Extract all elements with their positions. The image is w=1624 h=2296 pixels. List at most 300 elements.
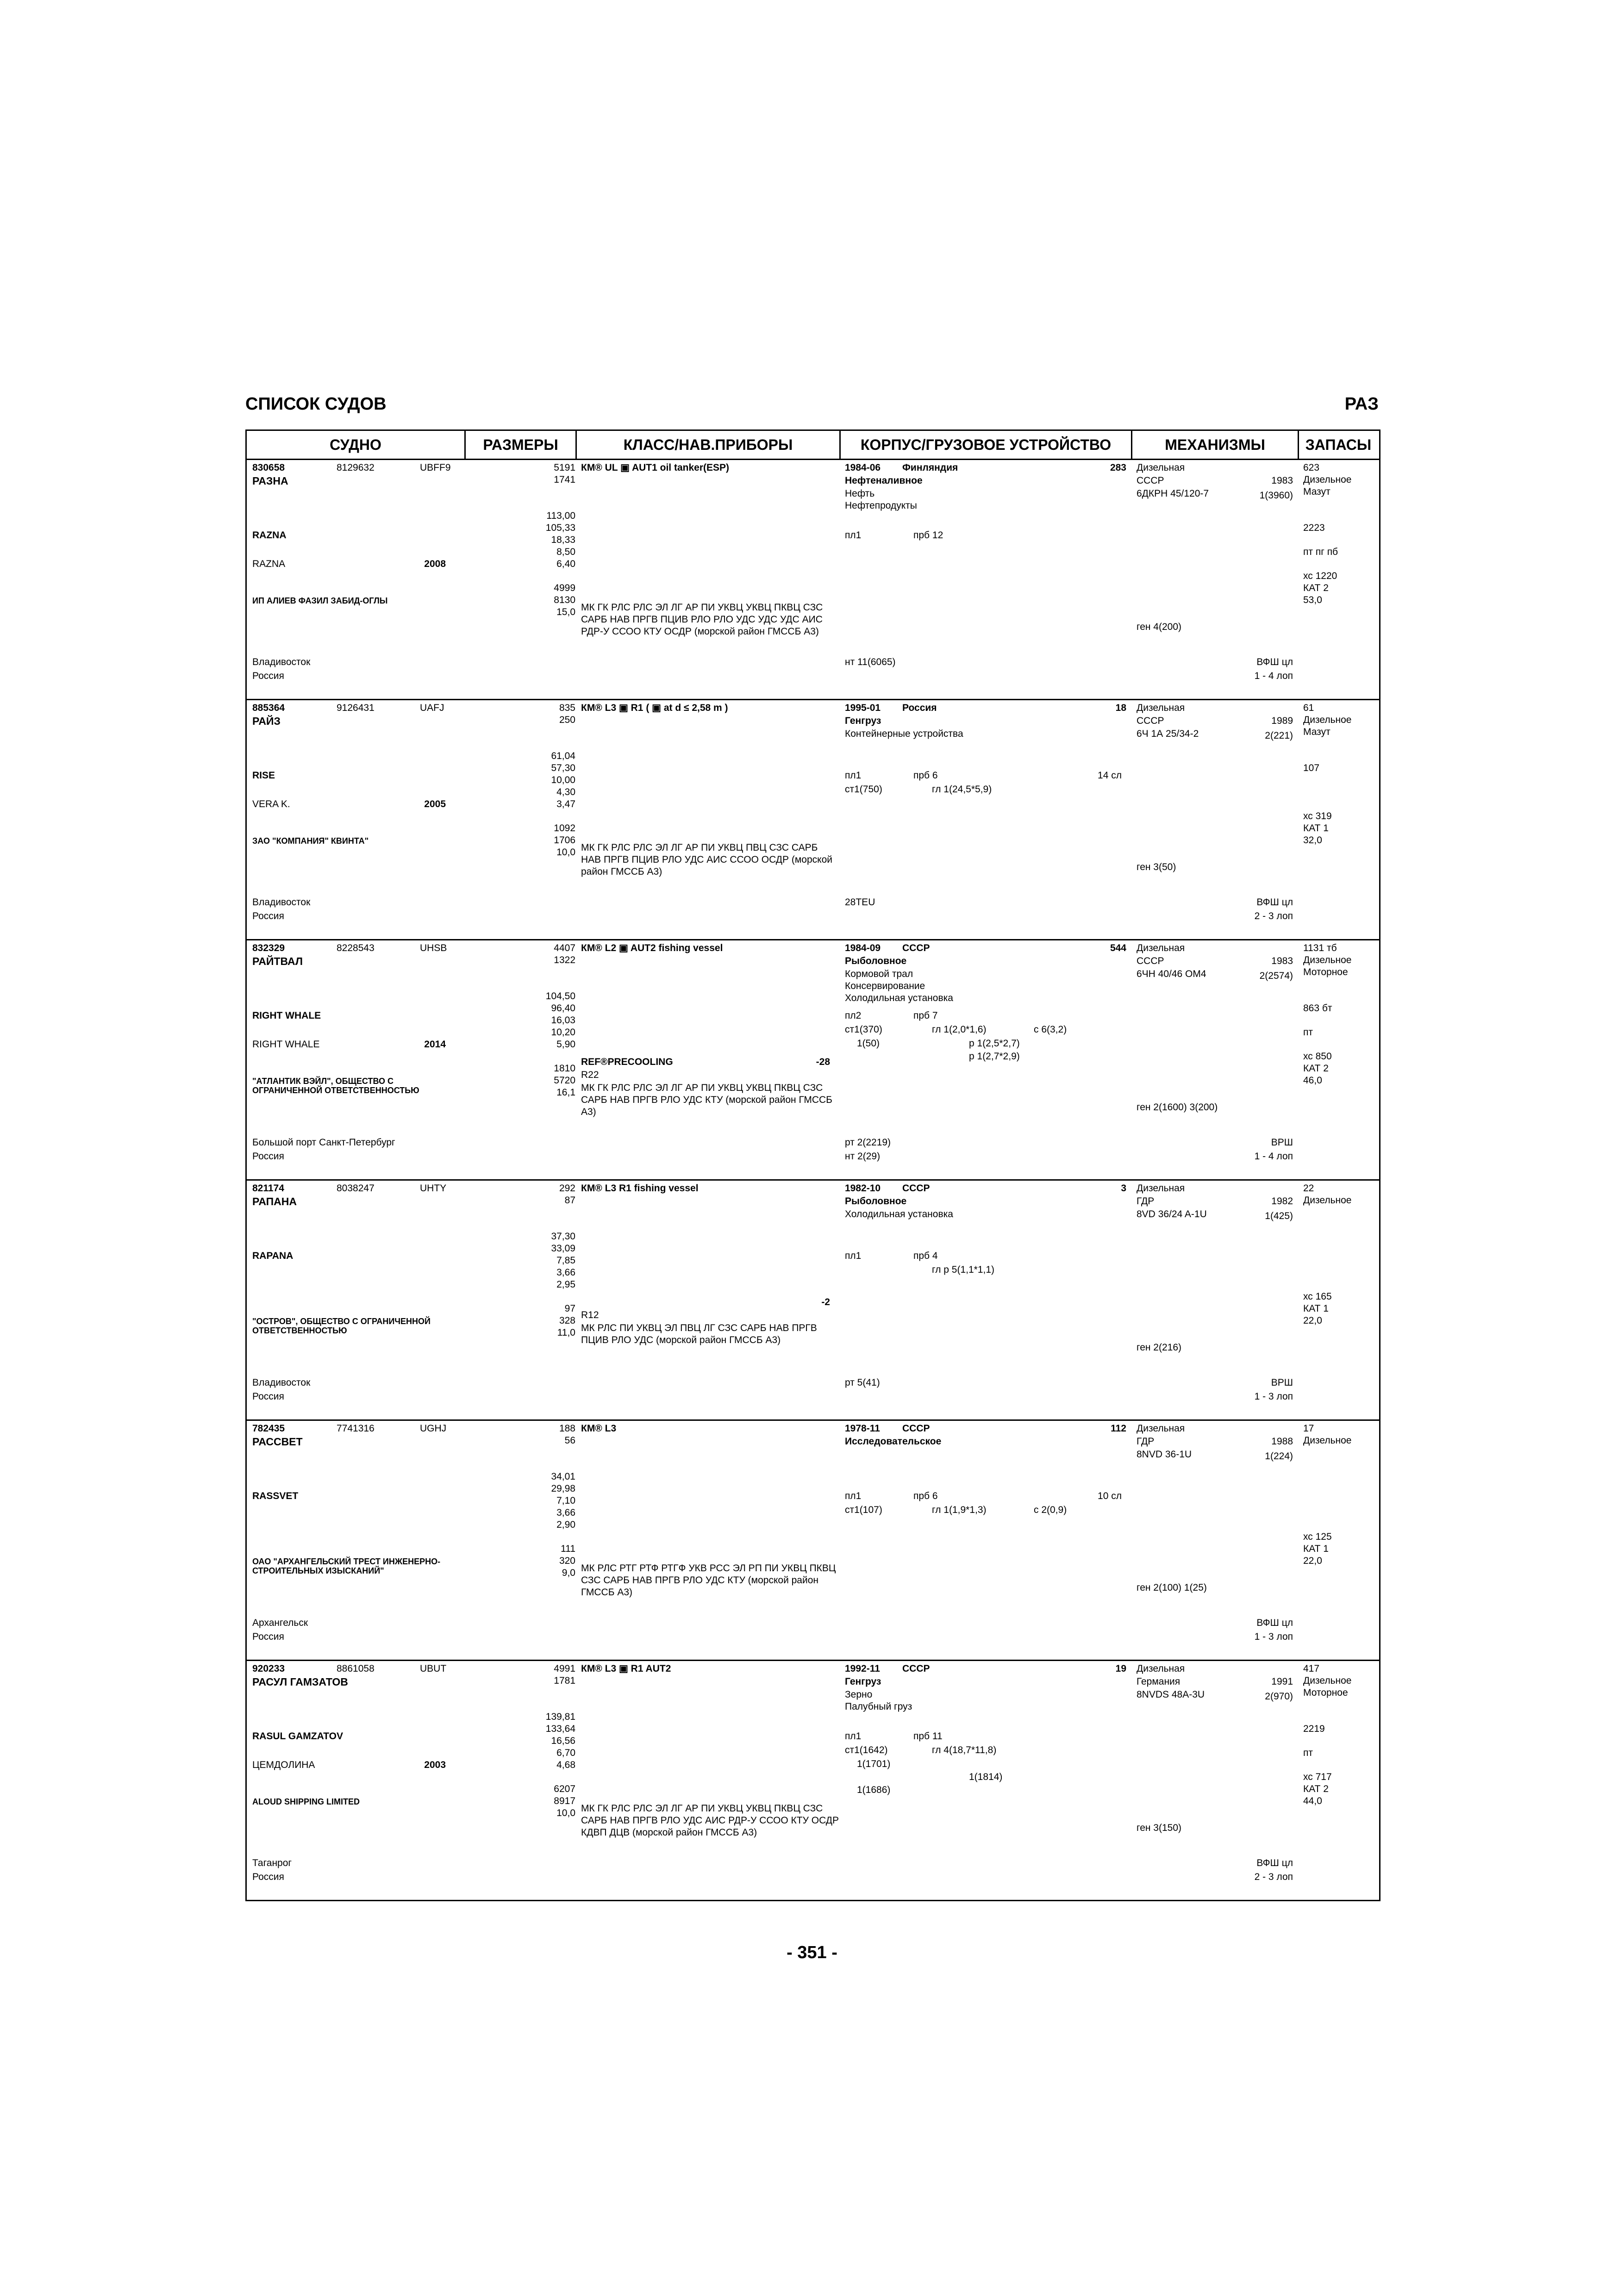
- dimensions-values: [506, 942, 575, 1099]
- dimensions-values-line: 61,04: [551, 751, 575, 761]
- dimensions-values-line: 2,90: [556, 1519, 575, 1530]
- hull-number: 544: [1110, 943, 1126, 953]
- stores-values-line: хс 1220: [1303, 571, 1337, 581]
- dimensions-values-line: 87: [564, 1195, 575, 1206]
- stores-values-line: КАТ 2: [1303, 1784, 1329, 1794]
- stores-values-line: 1131 тб: [1303, 943, 1337, 953]
- owner: ЗАО "КОМПАНИЯ" КВИНТА": [252, 836, 369, 846]
- vessel-name-latin: RAPANA: [252, 1251, 294, 1261]
- registry-number: 885364: [252, 703, 285, 713]
- builder-country: СССР: [902, 1663, 930, 1674]
- home-port: Владивосток: [252, 657, 311, 667]
- class-extra-2: -2: [821, 1297, 830, 1307]
- navigation-equipment: МК ГК РЛС РЛС ЭЛ ЛГ АР ПИ УКВЦ УКВЦ ПКВЦ СЗС САРБ НАВ ПРГВ РЛО УДС КТУ (морской район ГМССБ А3): [581, 1083, 832, 1117]
- dimensions-values-line: 105,33: [545, 523, 575, 533]
- dimensions-values-line: 2,95: [556, 1279, 575, 1290]
- deck-line-2c: с 6(3,2): [1034, 1024, 1067, 1035]
- dimensions-values: [506, 1423, 575, 1579]
- class-notation: КМ® L3 ▣ R1 AUT2: [581, 1663, 671, 1674]
- dimensions-values-line: 33,09: [551, 1243, 575, 1254]
- vessel-name: РАСУЛ ГАМЗАТОВ: [252, 1676, 348, 1688]
- imo-number: 8038247: [337, 1183, 375, 1194]
- machinery-year: 1982: [1271, 1196, 1293, 1207]
- dimensions-values: [506, 702, 575, 859]
- stores-values-line: [1303, 534, 1351, 546]
- stores-values-line: [1303, 1279, 1351, 1291]
- survey-period: 2 - 3 лоп: [1254, 911, 1293, 921]
- deck-line-1: пл1: [845, 1491, 862, 1501]
- stores-values-line: КАТ 1: [1303, 823, 1329, 834]
- home-port: Владивосток: [252, 897, 311, 908]
- stores-values-line: 2219: [1303, 1724, 1325, 1734]
- registry-number: 821174: [252, 1183, 284, 1194]
- deck-line-2c: с 2(0,9): [1034, 1505, 1067, 1515]
- dimensions-values-line: 6207: [554, 1784, 575, 1794]
- machinery-type: Дизельная: [1137, 1183, 1185, 1194]
- dimensions-values-line: 4999: [554, 583, 575, 593]
- dimensions-values-line: 3,47: [556, 799, 575, 809]
- generators: ген 3(50): [1137, 862, 1176, 872]
- stores-values-line: [1303, 1699, 1351, 1711]
- column-header-dimensions: РАЗМЕРЫ: [483, 436, 558, 453]
- stores-values-line: [1303, 1735, 1351, 1747]
- dimensions-values-line: 104,50: [545, 991, 575, 1002]
- deck-line-1: пл1: [845, 770, 862, 781]
- dimensions-values-line: [506, 738, 575, 750]
- vessel-name-latin: RAZNA: [252, 530, 287, 541]
- build-date: 1984-06: [845, 462, 881, 473]
- stores-values-line: [1303, 1471, 1351, 1483]
- hull-type: Рыболовное: [845, 1196, 907, 1207]
- deck-line-1b: прб 7: [913, 1010, 938, 1021]
- flag-country: Россия: [252, 1391, 284, 1402]
- stores-values-line: 44,0: [1303, 1796, 1322, 1806]
- stores-values-line: хс 165: [1303, 1291, 1332, 1302]
- stores-values-line: [1303, 990, 1351, 1002]
- stores-values-line: 22: [1303, 1183, 1314, 1194]
- main-engine: 8VD 36/24 A-1U: [1137, 1209, 1207, 1220]
- build-date: 1984-09: [845, 943, 881, 953]
- dimensions-values: [506, 1182, 575, 1339]
- stores-values: [1303, 1423, 1351, 1567]
- navigation-equipment: МК ГК РЛС РЛС ЭЛ ЛГ АР ПИ УКВЦ УКВЦ ПКВЦ СЗС САРБ НАВ ПРГВ ПЦИВ РЛО РЛО УДС УДС УДС АИС РДР-У ССОО КТУ ОСДР (морской район ГМССБ А3): [581, 602, 823, 637]
- class-notation: КМ® L3 R1 fishing vessel: [581, 1183, 699, 1194]
- ship-record: [247, 1661, 1379, 1900]
- dimensions-values-line: 250: [559, 715, 575, 725]
- owner: ALOUD SHIPPING LIMITED: [252, 1797, 360, 1806]
- survey-period: 1 - 3 лоп: [1254, 1391, 1293, 1402]
- main-engine: 6ДКРН 45/120-7: [1137, 488, 1209, 499]
- machinery-year: 1983: [1271, 956, 1293, 966]
- stores-values-line: [1303, 1267, 1351, 1279]
- hull-bottom-line: рт 5(41): [845, 1377, 880, 1388]
- dimensions-values-line: 835: [559, 703, 575, 713]
- hull-bottom-line: 28TEU: [845, 897, 875, 908]
- flag-country: Россия: [252, 671, 284, 681]
- dimensions-values-line: [506, 1291, 575, 1303]
- deck-line-1b: прб 11: [913, 1731, 943, 1742]
- builder-country: СССР: [902, 943, 930, 953]
- call-sign: UBUT: [420, 1663, 447, 1674]
- stores-values: [1303, 1182, 1351, 1327]
- stores-values-line: [1303, 1519, 1351, 1531]
- main-engine: 6ЧН 40/46 ОМ4: [1137, 969, 1206, 979]
- deck-line-5: 1(1686): [857, 1785, 891, 1795]
- dimensions-values-line: 10,00: [551, 775, 575, 785]
- stores-values-line: [1303, 1759, 1351, 1771]
- call-sign: UBFF9: [420, 462, 451, 473]
- machinery-type: Дизельная: [1137, 703, 1185, 713]
- dimensions-values-line: 188: [559, 1423, 575, 1434]
- former-name: VERA K.: [252, 799, 290, 809]
- stores-values-line: [1303, 738, 1351, 750]
- deck-line-2b: гл 1(2,0*1,6): [932, 1024, 987, 1035]
- stores-values-line: пт: [1303, 1027, 1313, 1038]
- dimensions-values-line: 15,0: [556, 607, 575, 617]
- register-class: ВФШ цл: [1256, 897, 1293, 908]
- cargo-list-line: Холодильная установка: [845, 993, 953, 1003]
- cargo-list-line: Контейнерные устройства: [845, 728, 963, 739]
- imo-number: 9126431: [337, 703, 375, 713]
- machinery-country: Германия: [1137, 1676, 1181, 1687]
- dimensions-values-line: 8,50: [556, 547, 575, 557]
- stores-values: [1303, 462, 1351, 606]
- cargo-list-line: Холодильная установка: [845, 1209, 953, 1220]
- build-date: 1992-11: [845, 1663, 880, 1674]
- builder-country: Россия: [902, 703, 937, 713]
- stores-values-line: 107: [1303, 763, 1320, 773]
- deck-line-2: ст1(107): [845, 1505, 882, 1515]
- ship-record: [247, 700, 1379, 940]
- home-port: Таганрог: [252, 1858, 292, 1868]
- stores-values: [1303, 942, 1351, 1087]
- ship-record: [247, 1181, 1379, 1421]
- dimensions-values-line: 6,40: [556, 559, 575, 569]
- stores-values-line: 623: [1303, 462, 1320, 473]
- hull-number: 3: [1121, 1183, 1126, 1194]
- class-extra-3: R12: [581, 1310, 599, 1320]
- main-engine: 8NVDS 48A-3U: [1137, 1689, 1205, 1700]
- dimensions-values-line: 56: [564, 1435, 575, 1446]
- stores-values-line: [1303, 1039, 1351, 1051]
- builder-country: СССР: [902, 1183, 930, 1194]
- engine-power: 1(425): [1265, 1211, 1293, 1221]
- stores-values-line: 53,0: [1303, 595, 1322, 605]
- deck-line-1: пл1: [845, 1251, 862, 1261]
- home-port: Архангельск: [252, 1618, 308, 1628]
- cargo-list: [845, 488, 917, 512]
- dimensions-values-line: 1092: [554, 823, 575, 834]
- cargo-list-line: Палубный груз: [845, 1701, 912, 1712]
- stores-values-line: [1303, 774, 1351, 786]
- dimensions-values-line: [506, 1771, 575, 1783]
- deck-line-1b: прб 4: [913, 1251, 938, 1261]
- dimensions-values-line: [506, 810, 575, 822]
- main-engine: 8NVD 36-1U: [1137, 1449, 1192, 1460]
- generators: ген 3(150): [1137, 1823, 1182, 1833]
- dimensions-values-line: [506, 1687, 575, 1699]
- dimensions-values-line: 1706: [554, 835, 575, 846]
- cargo-list: [845, 968, 953, 1004]
- flag-country: Россия: [252, 1631, 284, 1642]
- deck-line-2b: гл р 5(1,1*1,1): [932, 1264, 995, 1275]
- stores-values-line: 2223: [1303, 523, 1325, 533]
- stores-values-line: Дизельное: [1303, 955, 1352, 965]
- deck-line-2: ст1(1642): [845, 1745, 888, 1755]
- vessel-name: РАЙЗ: [252, 715, 281, 727]
- machinery-type: Дизельная: [1137, 462, 1185, 473]
- stores-values-line: 22,0: [1303, 1315, 1322, 1326]
- stores-values-line: [1303, 558, 1351, 570]
- dimensions-values-line: 7,85: [556, 1255, 575, 1266]
- register-class: ВФШ цл: [1256, 657, 1293, 667]
- machinery-country: СССР: [1137, 956, 1164, 966]
- column-header-class: КЛАСС/НАВ.ПРИБОРЫ: [623, 436, 793, 453]
- page-title: СПИСОК СУДОВ: [245, 394, 387, 414]
- page-number: - 351 -: [787, 1943, 837, 1962]
- builder-country: Финляндия: [902, 462, 958, 473]
- dimensions-values-line: 11,0: [557, 1327, 575, 1338]
- stores-values-line: Мазут: [1303, 486, 1330, 497]
- stores-values-line: 863 бт: [1303, 1003, 1332, 1014]
- dimensions-values-line: 139,81: [545, 1711, 575, 1722]
- navigation-equipment: МК РЛС РТГ РТФ РТГФ УКВ РСС ЭЛ РП ПИ УКВЦ ПКВЦ СЗС САРБ НАВ ПРГВ РЛО УДС КТУ (морской район ГМССБ А3): [581, 1563, 836, 1598]
- ship-record: [247, 940, 1379, 1181]
- flag-country: Россия: [252, 1151, 284, 1162]
- dimensions-values-line: 4,30: [556, 787, 575, 797]
- engine-power: 1(224): [1265, 1451, 1293, 1462]
- dimensions-values: [506, 1663, 575, 1819]
- dimensions-values-line: 111: [561, 1543, 575, 1554]
- deck-line-2b: гл 1(24,5*5,9): [932, 784, 992, 795]
- class-notation: КМ® UL ▣ AUT1 oil tanker(ESP): [581, 462, 730, 473]
- registry-number: 832329: [252, 943, 285, 953]
- deck-line-2b: гл 1(1,9*1,3): [932, 1505, 987, 1515]
- main-engine: 6Ч 1А 25/34-2: [1137, 728, 1199, 739]
- stores-values-line: КАТ 1: [1303, 1303, 1329, 1314]
- stores-values-line: Дизельное: [1303, 474, 1352, 485]
- build-date: 1982-10: [845, 1183, 881, 1194]
- cargo-list: [845, 728, 963, 740]
- call-sign: UAFJ: [420, 703, 444, 713]
- stores-values-line: КАТ 2: [1303, 1063, 1329, 1074]
- stores-values-line: 32,0: [1303, 835, 1322, 846]
- machinery-country: СССР: [1137, 716, 1164, 726]
- stores-values-line: [1303, 1014, 1351, 1027]
- dimensions-values-line: 5,90: [556, 1039, 575, 1050]
- stores-values-line: 22,0: [1303, 1556, 1322, 1566]
- deck-line-1b: прб 12: [913, 530, 943, 541]
- former-name: ЦЕМДОЛИНА: [252, 1760, 315, 1770]
- dimensions-values-line: 10,0: [556, 847, 575, 858]
- stores-values-line: [1303, 1255, 1351, 1267]
- cargo-list-line: Нефть: [845, 488, 875, 499]
- dimensions-values-line: 8130: [554, 595, 575, 605]
- dimensions-values-line: 5191: [554, 462, 575, 473]
- stores-values-line: Моторное: [1303, 1687, 1348, 1698]
- deck-line-2b: гл 4(18,7*11,8): [932, 1745, 997, 1755]
- imo-number: 8129632: [337, 462, 375, 473]
- survey-period: 1 - 3 лоп: [1254, 1631, 1293, 1642]
- machinery-country: ГДР: [1137, 1196, 1155, 1207]
- survey-period: 2 - 3 лоп: [1254, 1872, 1293, 1882]
- stores-values-line: Дизельное: [1303, 1675, 1352, 1686]
- column-header-vessel: СУДНО: [330, 436, 381, 453]
- dimensions-values-line: 16,1: [556, 1087, 575, 1098]
- navigation-equipment: МК РЛС ПИ УКВЦ ЭЛ ПВЦ ЛГ СЗС САРБ НАВ ПРГВ ПЦИВ РЛО УДС (морской район ГМССБ А3): [581, 1323, 817, 1345]
- stores-values-line: КАТ 1: [1303, 1543, 1329, 1554]
- dimensions-values-line: [506, 1207, 575, 1219]
- dimensions-values-line: 5720: [554, 1075, 575, 1086]
- dimensions-values-line: 10,0: [556, 1808, 575, 1818]
- stores-values-line: [1303, 1711, 1351, 1723]
- dimensions-values-line: 10,20: [551, 1027, 575, 1038]
- ship-records: [247, 460, 1379, 1900]
- dimensions-values-line: [506, 978, 575, 990]
- generators: ген 2(100) 1(25): [1137, 1582, 1207, 1593]
- machinery-year: 1991: [1271, 1676, 1293, 1687]
- generators: ген 2(216): [1137, 1342, 1182, 1353]
- cargo-list-line: Консервирование: [845, 981, 925, 991]
- deck-line-2: ст1(750): [845, 784, 882, 795]
- dimensions-values-line: 3,66: [556, 1507, 575, 1518]
- dimensions-values-line: 34,01: [551, 1471, 575, 1482]
- registry-number: 830658: [252, 462, 285, 473]
- dimensions-values: [506, 462, 575, 618]
- deck-line-1b: прб 6: [913, 1491, 938, 1501]
- dimensions-values-line: [506, 966, 575, 978]
- vessel-name: РАПАНА: [252, 1195, 297, 1207]
- former-name-year: 2008: [424, 559, 446, 569]
- machinery-year: 1983: [1271, 475, 1293, 486]
- dimensions-values-line: 1781: [554, 1675, 575, 1686]
- dimensions-values-line: [506, 1459, 575, 1471]
- builder-country: СССР: [902, 1423, 930, 1434]
- stores-values-line: КАТ 2: [1303, 583, 1329, 593]
- former-name: RIGHT WHALE: [252, 1039, 320, 1050]
- stores-values-line: [1303, 798, 1351, 810]
- vessel-name: РАЗНА: [252, 475, 288, 487]
- stores-values-line: [1303, 1207, 1351, 1219]
- dimensions-values-line: [506, 1699, 575, 1711]
- flag-country: Россия: [252, 911, 284, 921]
- dimensions-values-line: 18,33: [551, 535, 575, 545]
- dimensions-values-line: 292: [559, 1183, 575, 1194]
- deck-line-1c: 10 сл: [1098, 1491, 1122, 1501]
- deck-line-4: р 1(2,7*2,9): [969, 1051, 1020, 1062]
- hull-number: 19: [1115, 1663, 1126, 1674]
- stores-values: [1303, 1663, 1351, 1807]
- owner: ОАО "АРХАНГЕЛЬСКИЙ ТРЕСТ ИНЖЕНЕРНО-СТРОИТЕЛЬНЫХ ИЗЫСКАНИЙ": [252, 1557, 441, 1575]
- dimensions-values-line: 8917: [554, 1796, 575, 1806]
- machinery-year: 1989: [1271, 716, 1293, 726]
- stores-values-line: [1303, 1459, 1351, 1471]
- dimensions-values-line: 4,68: [556, 1760, 575, 1770]
- hull-type: Нефтеналивное: [845, 475, 923, 486]
- vessel-name-latin: RISE: [252, 770, 275, 781]
- deck-line-1c: 14 сл: [1098, 770, 1122, 781]
- stores-values-line: [1303, 1507, 1351, 1519]
- dimensions-values-line: [506, 1531, 575, 1543]
- dimensions-values-line: 37,30: [551, 1231, 575, 1242]
- engine-power: 1(3960): [1259, 490, 1293, 501]
- hull-type: Генгруз: [845, 1676, 881, 1687]
- hull-number: 18: [1115, 703, 1126, 713]
- stores-values-line: 17: [1303, 1423, 1314, 1434]
- build-date: 1995-01: [845, 703, 881, 713]
- vessel-name: РАЙТВАЛ: [252, 955, 303, 967]
- dimensions-values-line: [506, 498, 575, 510]
- owner: "ОСТРОВ", ОБЩЕСТВО С ОГРАНИЧЕННОЙ ОТВЕТСТВЕННОСТЬЮ: [252, 1317, 431, 1335]
- generators: ген 4(200): [1137, 622, 1182, 632]
- deck-line-3b: р 1(2,5*2,7): [969, 1038, 1020, 1049]
- stores-values-line: 61: [1303, 703, 1314, 713]
- register-class: ВФШ цл: [1256, 1618, 1293, 1628]
- deck-line-3: 1(50): [857, 1038, 880, 1049]
- dimensions-values-line: 16,03: [551, 1015, 575, 1026]
- dimensions-values-line: 6,70: [556, 1748, 575, 1758]
- stores-values-line: пт пг пб: [1303, 547, 1338, 557]
- stores-values-line: Дизельное: [1303, 1195, 1352, 1206]
- home-port: Большой порт Санкт-Петербург: [252, 1137, 395, 1148]
- survey-period: 1 - 4 лоп: [1254, 671, 1293, 681]
- dimensions-values-line: 96,40: [551, 1003, 575, 1014]
- stores-values-line: 46,0: [1303, 1075, 1322, 1086]
- deck-line-3: 1(1701): [857, 1759, 891, 1769]
- deck-line-1: пл1: [845, 1731, 862, 1742]
- imo-number: 8228543: [337, 943, 375, 953]
- ship-table: [245, 429, 1380, 1901]
- dimensions-values-line: [506, 570, 575, 582]
- dimensions-values-line: 328: [559, 1315, 575, 1326]
- machinery-type: Дизельная: [1137, 1423, 1185, 1434]
- machinery-country: СССР: [1137, 475, 1164, 486]
- vessel-name-latin: RIGHT WHALE: [252, 1010, 321, 1021]
- dimensions-values-line: 16,56: [551, 1736, 575, 1746]
- registry-number: 920233: [252, 1663, 285, 1674]
- column-header-stores: ЗАПАСЫ: [1305, 436, 1372, 453]
- dimensions-values-line: [506, 486, 575, 498]
- cargo-list-line: Нефтепродукты: [845, 500, 917, 511]
- dimensions-values-line: 7,10: [556, 1495, 575, 1506]
- class-notation: КМ® L3: [581, 1423, 617, 1434]
- home-port: Владивосток: [252, 1377, 311, 1388]
- vessel-name-latin: RASUL GAMZATOV: [252, 1731, 344, 1742]
- dimensions-values-line: [506, 1051, 575, 1063]
- former-name: RAZNA: [252, 559, 286, 569]
- table-header: [247, 431, 1379, 460]
- dimensions-values-line: 133,64: [545, 1724, 575, 1734]
- navigation-equipment: МК ГК РЛС РЛС ЭЛ ЛГ АР ПИ УКВЦ ПВЦ СЗС САРБ НАВ ПРГВ ПЦИВ РЛО УДС АИС ССОО ОСДР (морской район ГМССБ А3): [581, 842, 832, 877]
- imo-number: 7741316: [337, 1423, 375, 1434]
- class-extra-3: R22: [581, 1070, 599, 1080]
- machinery-year: 1988: [1271, 1436, 1293, 1447]
- hull-bottom-line: рт 2(2219): [845, 1137, 891, 1148]
- dimensions-values-line: 1741: [554, 474, 575, 485]
- class-notation: КМ® L3 ▣ R1 ( ▣ at d ≤ 2,58 m ): [581, 703, 728, 713]
- column-header-machinery: МЕХАНИЗМЫ: [1165, 436, 1265, 453]
- stores-values-line: хс 717: [1303, 1772, 1332, 1782]
- hull-bottom-line: нт 11(6065): [845, 657, 896, 667]
- dimensions-values-line: 1810: [554, 1063, 575, 1074]
- hull-type: Рыболовное: [845, 956, 907, 966]
- navigation-equipment: МК ГК РЛС РЛС ЭЛ ЛГ АР ПИ УКВЦ УКВЦ ПКВЦ СЗС САРБ НАВ ПРГВ РЛО УДС АИС РДР-У ССОО КТУ ОСДР КДВП ДЦВ (морской район ГМССБ А3): [581, 1803, 839, 1838]
- hull-number: 283: [1110, 462, 1126, 473]
- vessel-name-latin: RASSVET: [252, 1491, 299, 1501]
- dimensions-values-line: 320: [559, 1556, 575, 1566]
- machinery-type: Дизельная: [1137, 1663, 1185, 1674]
- engine-power: 2(970): [1265, 1691, 1293, 1702]
